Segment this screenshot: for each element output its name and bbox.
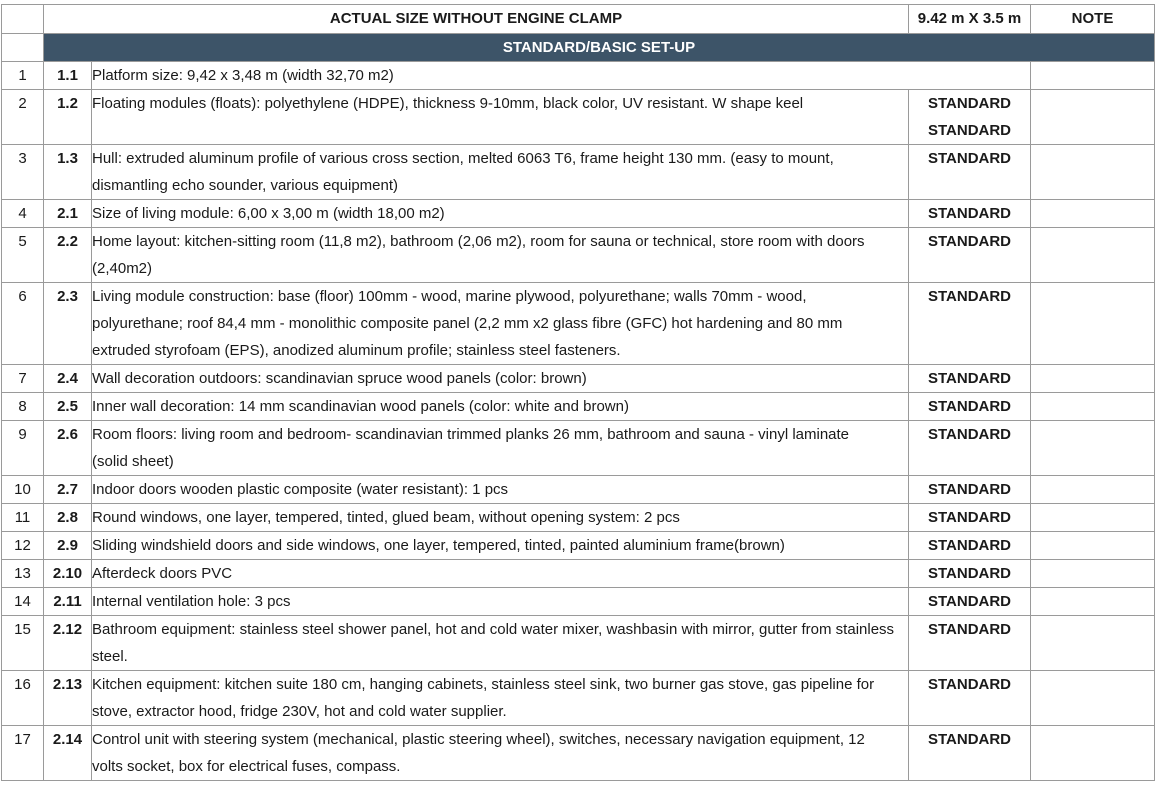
row-standard: STANDARD	[909, 560, 1031, 588]
row-number: 16	[2, 671, 44, 726]
row-code: 2.2	[44, 228, 92, 283]
section-title: STANDARD/BASIC SET-UP	[44, 34, 1155, 62]
table-row	[2, 588, 1155, 616]
table-row	[2, 393, 1155, 421]
table-row	[2, 476, 1155, 504]
row-number: 3	[2, 145, 44, 200]
row-number: 2	[2, 90, 44, 145]
row-number: 4	[2, 200, 44, 228]
row-description: Size of living module: 6,00 x 3,00 m (width 18,00 m2)	[92, 200, 909, 228]
row-number: 7	[2, 365, 44, 393]
header-size: 9.42 m X 3.5 m	[909, 5, 1031, 34]
row-note	[1031, 228, 1155, 283]
row-description: Kitchen equipment: kitchen suite 180 cm, hanging cabinets, stainless steel sink, two burner gas stove, gas pipeline for stove, extractor hood, fridge 230V, hot and cold water supplier.	[92, 671, 909, 726]
row-standard: STANDARD	[909, 365, 1031, 393]
table-row	[2, 145, 1155, 200]
header-blank-cell	[2, 5, 44, 34]
row-standard: STANDARD	[909, 504, 1031, 532]
row-standard: STANDARD	[909, 393, 1031, 421]
row-note	[1031, 145, 1155, 200]
row-note	[1031, 421, 1155, 476]
row-code: 1.1	[44, 62, 92, 90]
row-standard: STANDARD	[909, 671, 1031, 726]
row-code: 2.6	[44, 421, 92, 476]
row-standard-line-1: STANDARD	[927, 95, 1012, 112]
table-row	[2, 283, 1155, 365]
row-standard: STANDARD	[909, 726, 1031, 781]
row-code: 1.3	[44, 145, 92, 200]
table-row	[2, 560, 1155, 588]
row-number: 15	[2, 616, 44, 671]
row-code: 2.8	[44, 504, 92, 532]
row-note	[1031, 671, 1155, 726]
row-note	[1031, 476, 1155, 504]
row-description: Home layout: kitchen-sitting room (11,8 m2), bathroom (2,06 m2), room for sauna or technical, store room with doors (2,40m2)	[92, 228, 909, 283]
row-description: Bathroom equipment: stainless steel shower panel, hot and cold water mixer, washbasin with mirror, gutter from stainless steel.	[92, 616, 909, 671]
row-note	[1031, 393, 1155, 421]
row-note	[1031, 726, 1155, 781]
row-note	[1031, 283, 1155, 365]
row-code: 2.5	[44, 393, 92, 421]
row-standard: STANDARD	[909, 145, 1031, 200]
row-code: 2.14	[44, 726, 92, 781]
row-number: 14	[2, 588, 44, 616]
row-description: Control unit with steering system (mechanical, plastic steering wheel), switches, necessary navigation equipment, 12 volts socket, box for electrical fuses, compass.	[92, 726, 909, 781]
row-note	[1031, 588, 1155, 616]
row-standard-line-2: STANDARD	[927, 122, 1012, 139]
row-code: 2.7	[44, 476, 92, 504]
row-description: Internal ventilation hole: 3 pcs	[92, 588, 909, 616]
table-row	[2, 421, 1155, 476]
row-code: 2.9	[44, 532, 92, 560]
row-description: Platform size: 9,42 x 3,48 m (width 32,70 m2)	[92, 62, 1031, 90]
row-number: 6	[2, 283, 44, 365]
row-code: 2.10	[44, 560, 92, 588]
row-standard: STANDARD	[909, 616, 1031, 671]
section-row	[2, 34, 1155, 62]
row-standard: STANDARD	[909, 283, 1031, 365]
row-number: 8	[2, 393, 44, 421]
row-number: 10	[2, 476, 44, 504]
row-code: 2.1	[44, 200, 92, 228]
row-standard: STANDARD	[909, 421, 1031, 476]
row-description: Living module construction: base (floor) 100mm - wood, marine plywood, polyurethane; walls 70mm - wood, polyurethane; roof 84,4 mm - monolithic composite panel (2,2 mm x2 glass fibre (GFC) hot hardening and 80 mm extruded styrofoam (EPS), anodized aluminum profile; stainless steel fasteners.	[92, 283, 909, 365]
row-description: Wall decoration outdoors: scandinavian spruce wood panels (color: brown)	[92, 365, 909, 393]
row-code: 2.12	[44, 616, 92, 671]
row-standard	[909, 90, 1031, 145]
row-description: Round windows, one layer, tempered, tinted, glued beam, without opening system: 2 pcs	[92, 504, 909, 532]
spec-table	[1, 4, 1155, 781]
row-note	[1031, 200, 1155, 228]
table-row	[2, 90, 1155, 145]
row-description: Room floors: living room and bedroom- scandinavian trimmed planks 26 mm, bathroom and sauna - vinyl laminate (solid sheet)	[92, 421, 909, 476]
row-standard: STANDARD	[909, 228, 1031, 283]
row-number: 17	[2, 726, 44, 781]
row-standard: STANDARD	[909, 588, 1031, 616]
row-code: 2.3	[44, 283, 92, 365]
table-row	[2, 200, 1155, 228]
row-number: 12	[2, 532, 44, 560]
row-note	[1031, 532, 1155, 560]
row-standard: STANDARD	[909, 532, 1031, 560]
row-code: 1.2	[44, 90, 92, 145]
header-row	[2, 5, 1155, 34]
table-row	[2, 671, 1155, 726]
header-title: ACTUAL SIZE WITHOUT ENGINE CLAMP	[44, 5, 909, 34]
table-row	[2, 365, 1155, 393]
header-note: NOTE	[1031, 5, 1155, 34]
row-description: Inner wall decoration: 14 mm scandinavian wood panels (color: white and brown)	[92, 393, 909, 421]
row-note	[1031, 365, 1155, 393]
row-description: Indoor doors wooden plastic composite (water resistant): 1 pcs	[92, 476, 909, 504]
row-number: 1	[2, 62, 44, 90]
row-standard: STANDARD	[909, 476, 1031, 504]
row-description: Hull: extruded aluminum profile of various cross section, melted 6063 T6, frame height 130 mm. (easy to mount, dismantling echo sounder, various equipment)	[92, 145, 909, 200]
row-code: 2.4	[44, 365, 92, 393]
row-note	[1031, 560, 1155, 588]
table-row	[2, 616, 1155, 671]
row-code: 2.13	[44, 671, 92, 726]
row-number: 11	[2, 504, 44, 532]
table-row	[2, 726, 1155, 781]
row-note	[1031, 616, 1155, 671]
row-number: 13	[2, 560, 44, 588]
table-row	[2, 504, 1155, 532]
row-note	[1031, 504, 1155, 532]
row-description: Afterdeck doors PVC	[92, 560, 909, 588]
row-note	[1031, 62, 1155, 90]
table-row	[2, 532, 1155, 560]
row-description: Floating modules (floats): polyethylene (HDPE), thickness 9-10mm, black color, UV resistant. W shape keel	[92, 90, 909, 145]
row-code: 2.11	[44, 588, 92, 616]
row-standard: STANDARD	[909, 200, 1031, 228]
row-note	[1031, 90, 1155, 145]
row-description: Sliding windshield doors and side windows, one layer, tempered, tinted, painted aluminium frame(brown)	[92, 532, 909, 560]
table-row	[2, 228, 1155, 283]
row-number: 9	[2, 421, 44, 476]
section-blank-cell	[2, 34, 44, 62]
row-number: 5	[2, 228, 44, 283]
table-row	[2, 62, 1155, 90]
